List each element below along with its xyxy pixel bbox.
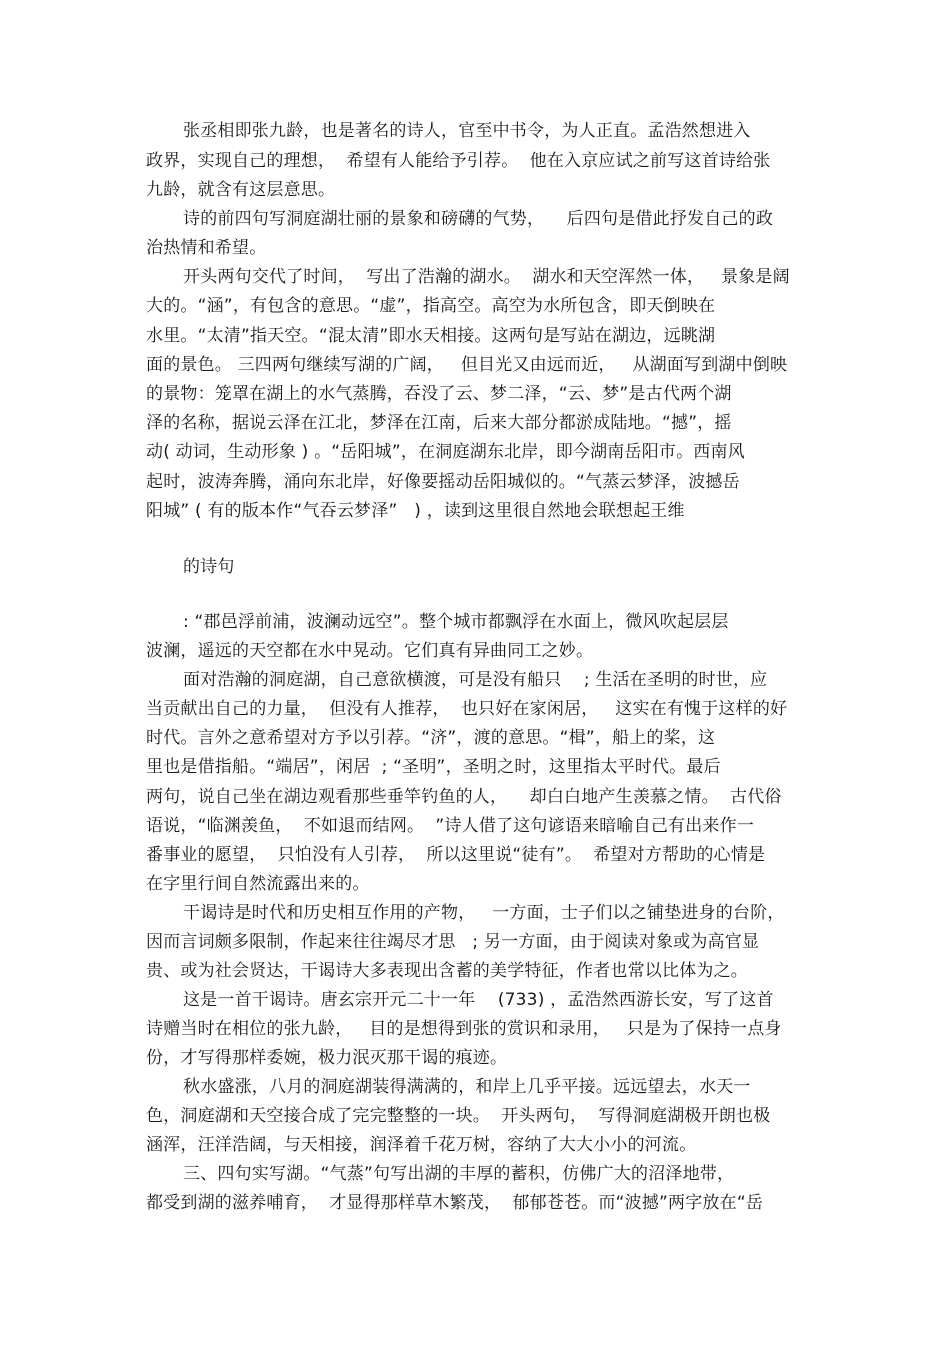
text-line: 里也是借指船。“端居”，闲居 ; “圣明”，圣明之时，这里指太平时代。最后 xyxy=(146,757,721,777)
text-line: 波澜，遥远的天空都在水中晃动。它们真有异曲同工之妙。 xyxy=(146,641,594,661)
text-line: 在字里行间自然流露出来的。 xyxy=(146,874,370,894)
text-line: 这是一首干谒诗。唐玄宗开元二十一年 (733) ，孟浩然西游长安，写了这首 xyxy=(183,990,774,1010)
text-line: 的诗句 xyxy=(183,557,235,577)
text-line: 份，才写得那样委婉，极力泯灭那干谒的痕迹。 xyxy=(146,1048,508,1068)
text-line: 大的。“涵”，有包含的意思。“虚”，指高空。高空为水所包含，即天倒映在 xyxy=(146,296,716,316)
text-line: : “郡邑浮前浦，波澜动远空”。整个城市都飘浮在水面上，微风吹起层层 xyxy=(183,612,729,632)
text-line: 贵、或为社会贤达，干谒诗大多表现出含蓄的美学特征，作者也常以比体为之。 xyxy=(146,961,748,981)
text-line: 时代。言外之意希望对方予以引荐。“济”，渡的意思。“楫”，船上的桨，这 xyxy=(146,728,716,748)
text-line: 三、四句实写湖。“气蒸”句写出湖的丰厚的蓄积，仿佛广大的沼泽地带， xyxy=(183,1164,735,1184)
text-line: 起时，波涛奔腾，涌向东北岸，好像要摇动岳阳城似的。“气蒸云梦泽，波撼岳 xyxy=(146,472,740,492)
text-line: 面的景色。 三四两句继续写湖的广阔， 但目光又由远而近， 从湖面写到湖中倒映 xyxy=(146,355,788,375)
text-line: 色，洞庭湖和天空接合成了完完整整的一块。 开头两句， 写得洞庭湖极开朗也极 xyxy=(146,1106,771,1126)
text-line: 诗的前四句写洞庭湖壮丽的景象和磅礴的气势， 后四句是借此抒发自己的政 xyxy=(183,209,774,229)
text-line: 政界，实现自己的理想， 希望有人能给予引荐。 他在入京应试之前写这首诗给张 xyxy=(146,151,771,171)
text-line: 张丞相即张九龄，也是著名的诗人，官至中书令，为人正直。孟浩然想进入 xyxy=(183,121,751,141)
text-line: 阳城” ( 有的版本作“气吞云梦泽” ) ，读到这里很自然地会联想起王维 xyxy=(146,501,685,521)
text-line: 秋水盛涨，八月的洞庭湖装得满满的，和岸上几乎平接。远远望去，水天一 xyxy=(183,1077,751,1097)
text-line: 番事业的愿望， 只怕没有人引荐， 所以这里说“徒有”。 希望对方帮助的心情是 xyxy=(146,845,766,865)
text-line: 开头两句交代了时间， 写出了浩瀚的湖水。 湖水和天空浑然一体， 景象是阔 xyxy=(183,267,790,287)
text-line: 水里。“太清”指天空。“混太清”即水天相接。这两句是写站在湖边，远眺湖 xyxy=(146,326,716,346)
text-line: 的景物：笼罩在湖上的水气蒸腾，吞没了云、梦二泽，“云、梦”是古代两个湖 xyxy=(146,384,732,404)
text-line: 语说，“临渊羡鱼， 不如退而结网。 ”诗人借了这句谚语来暗喻自己有出来作一 xyxy=(146,816,755,836)
text-line: 动( 动词，生动形象 ) 。“岳阳城”，在洞庭湖东北岸，即今湖南岳阳市。西南风 xyxy=(146,442,745,462)
text-line: 当贡献出自己的力量， 但没有人推荐， 也只好在家闲居， 这实在有愧于这样的好 xyxy=(146,699,788,719)
text-line: 九龄，就含有这层意思。 xyxy=(146,180,336,200)
text-line: 治热情和希望。 xyxy=(146,238,267,258)
text-line: 涵浑，汪洋浩阔，与天相接，润泽着千花万树，容纳了大大小小的河流。 xyxy=(146,1135,697,1155)
text-line: 诗赠当时在相位的张九龄， 目的是想得到张的赏识和录用， 只是为了保持一点身 xyxy=(146,1019,782,1039)
text-line: 面对浩瀚的洞庭湖，自己意欲横渡，可是没有船只 ; 生活在圣明的时世，应 xyxy=(183,670,768,690)
text-line: 干谒诗是时代和历史相互作用的产物， 一方面，士子们以之铺垫进身的台阶， xyxy=(183,903,785,923)
text-line: 都受到湖的滋养哺育， 才显得那样草木繁茂， 郁郁苍苍。而“波撼”两字放在“岳 xyxy=(146,1193,764,1213)
text-line: 泽的名称，据说云泽在江北，梦泽在江南，后来大部分都淤成陆地。“撼”，摇 xyxy=(146,413,732,433)
text-line: 两句，说自己坐在湖边观看那些垂竿钓鱼的人， 却白白地产生羡慕之情。 古代俗 xyxy=(146,787,782,807)
text-line: 因而言词颇多限制，作起来往往竭尽才思 ; 另一方面，由于阅读对象或为高官显 xyxy=(146,932,760,952)
